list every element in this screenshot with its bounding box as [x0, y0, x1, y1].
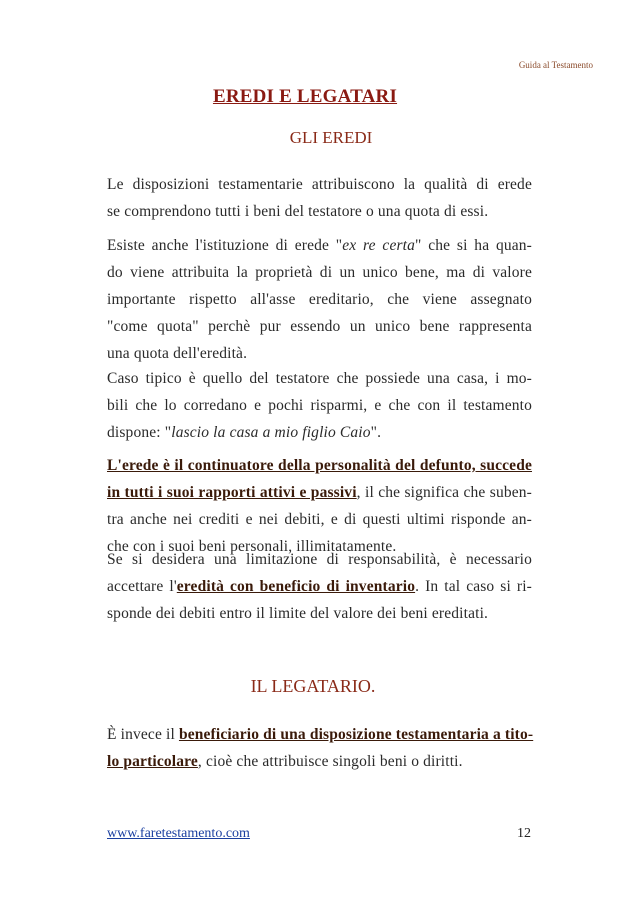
p5-line-1: Se si desidera una limitazione di responsabilità, è necessario: [107, 551, 532, 568]
paragraph-2: [107, 232, 532, 367]
p4-line-2a: in tutti i suoi rapporti attivi e passivi: [107, 484, 357, 501]
p4-line-2b: , il che significa che suben-: [356, 484, 532, 501]
paragraph-6: [107, 721, 532, 775]
p3-line-3c: ".: [370, 424, 382, 441]
paragraph-1: [107, 171, 532, 225]
running-header: Guida al Testamento: [518, 60, 593, 70]
p3-line-3: [107, 419, 532, 446]
p2-line-1a: Esiste anche l'istituzione di erede ": [107, 237, 343, 254]
p6-line-1: [107, 721, 532, 748]
p5-line-2b: eredità con beneficio di inventario: [176, 578, 416, 595]
p3-line-3a: dispone: ": [107, 424, 172, 441]
p1-line-1: Le disposizioni testamentarie attribuiscono la qualità di erede: [107, 176, 532, 193]
section-title-eredi-text: GLI EREDI: [289, 128, 373, 147]
p2-line-2: do viene attribuita la proprietà di un unico bene, ma di valore: [107, 264, 532, 281]
p2-line-1c: " che si ha quan-: [415, 237, 532, 254]
p2-line-5: una quota dell'eredità.: [107, 345, 248, 362]
latin-phrase: ex re certa: [342, 237, 416, 254]
p5-line-2: [107, 573, 532, 600]
p6-line-2: [107, 748, 532, 775]
section-title-legatario: [0, 676, 638, 697]
page-title: [0, 86, 638, 108]
p6-line-2b: , cioè che attribuisce singoli beni o diritti.: [197, 753, 463, 770]
p4-line-2: [107, 479, 532, 506]
website-link[interactable]: www.faretestamento.com: [107, 826, 250, 841]
p5-line-3: sponde dei debiti entro il limite del valore dei beni ereditati.: [107, 605, 489, 622]
p3-line-2: bili che lo corredano e pochi risparmi, e che con il testamento: [107, 397, 532, 414]
p6-line-1b: beneficiario di una disposizione testamentaria a tito-: [178, 726, 534, 743]
paragraph-5: [107, 546, 532, 627]
paragraph-3: [107, 365, 532, 446]
paragraph-4: [107, 452, 532, 560]
p3-line-1: Caso tipico è quello del testatore che possiede una casa, i mo-: [107, 370, 532, 387]
p2-line-3: importante rispetto all'asse ereditario, che viene assegnato: [107, 291, 532, 308]
p1-line-2: se comprendono tutti i beni del testatore o una quota di essi.: [107, 203, 489, 220]
section-title-eredi: [0, 128, 638, 148]
p5-line-2a: accettare l': [107, 578, 177, 595]
p5-line-2c: . In tal caso si ri-: [415, 578, 532, 595]
p6-line-2a: lo particolare: [107, 753, 198, 770]
p2-line-4: "come quota" perchè pur essendo un unico bene rappresenta: [107, 318, 532, 335]
example-quote: lascio la casa a mio figlio Caio: [171, 424, 371, 441]
p4-line-1: L'erede è il continuatore della personalità del defunto, succede: [107, 457, 532, 474]
p4-line-4: che con i suoi beni personali, illimitatamente.: [107, 538, 397, 555]
page-number: 12: [517, 826, 531, 841]
page-title-text: EREDI E LEGATARI: [212, 86, 398, 107]
p4-line-3: tra anche nei crediti e nei debiti, e di questi ultimi risponde an-: [107, 511, 532, 528]
p2-line-1: [107, 232, 532, 259]
p6-line-1a: È invece il: [107, 726, 179, 743]
section-title-legatario-text: IL LEGATARIO.: [250, 676, 376, 696]
